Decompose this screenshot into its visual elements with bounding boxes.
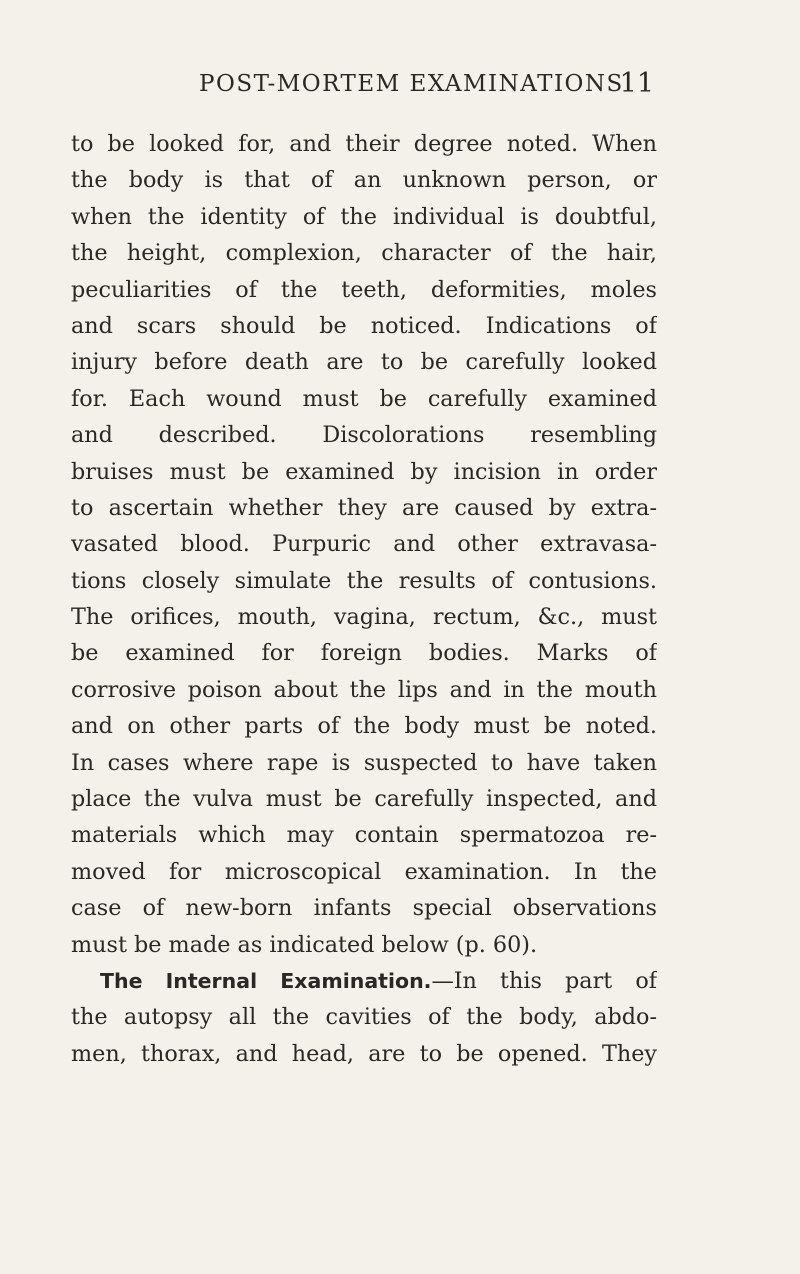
text-line: and described. Discolorations resembling bbox=[71, 422, 657, 449]
text-line: men, thorax, and head, are to be opened. They bbox=[71, 1040, 657, 1067]
text-line: must be made as indicated below (p. 60). bbox=[71, 931, 538, 958]
page-number: 11 bbox=[619, 68, 654, 99]
text-line: the body is that of an unknown person, or bbox=[71, 167, 657, 194]
text-line: In cases where rape is suspected to have taken bbox=[71, 749, 657, 776]
text-line: and on other parts of the body must be noted. bbox=[71, 713, 657, 740]
text-line: for. Each wound must be carefully examined bbox=[71, 385, 657, 412]
body-text bbox=[71, 126, 657, 1072]
section-first-line bbox=[71, 963, 657, 999]
text-line: the autopsy all the cavities of the body, abdo- bbox=[71, 1004, 657, 1031]
text-line: corrosive poison about the lips and in the mouth bbox=[71, 676, 657, 703]
text-line: and scars should be noticed. Indications of bbox=[71, 312, 657, 339]
text-line: place the vulva must be carefully inspected, and bbox=[71, 786, 657, 813]
text-line: bruises must be examined by incision in order bbox=[71, 458, 657, 485]
text-line: peculiarities of the teeth, deformities, moles bbox=[71, 276, 657, 303]
text-line: the height, complexion, character of the hair, bbox=[71, 240, 657, 267]
text-line: case of new-born infants special observations bbox=[71, 895, 657, 922]
text-line: to be looked for, and their degree noted. When bbox=[71, 131, 657, 157]
text-line: moved for microscopical examination. In the bbox=[71, 858, 657, 885]
section-heading: The Internal Examination. bbox=[100, 968, 432, 993]
text-line: when the identity of the individual is doubtful, bbox=[71, 203, 657, 230]
section-line-text: —In this part of bbox=[431, 967, 657, 994]
text-line: injury before death are to be carefully looked bbox=[71, 349, 657, 376]
running-title: POST-MORTEM EXAMINATIONS bbox=[199, 71, 624, 97]
running-head bbox=[199, 66, 654, 102]
text-line: be examined for foreign bodies. Marks of bbox=[71, 640, 657, 667]
text-line: materials which may contain spermatozoa re- bbox=[71, 822, 657, 849]
text-line: The orifices, mouth, vagina, rectum, &c., must bbox=[71, 604, 657, 631]
text-line: tions closely simulate the results of contusions. bbox=[71, 567, 657, 594]
text-line: vasated blood. Purpuric and other extravasa- bbox=[71, 531, 657, 558]
text-line: to ascertain whether they are caused by extra- bbox=[71, 494, 657, 521]
